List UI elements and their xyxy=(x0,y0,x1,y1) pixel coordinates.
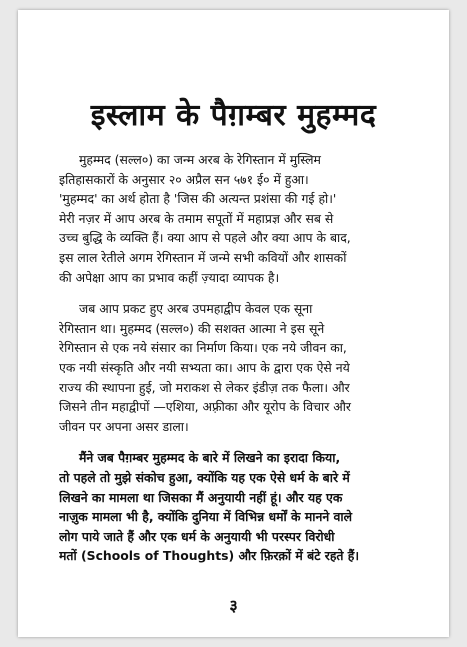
paragraph-2 xyxy=(59,299,409,436)
text-line: एक नयी संस्कृति और नयी सभ्यता का। आप के द्वारा एक ऐसे नये xyxy=(59,359,350,375)
text-line: उच्च बुद्धि के व्यक्ति हैं। क्या आप से पहले और क्या आप के बाद, xyxy=(59,230,351,246)
text-line: मेरी नज़र में आप अरब के तमाम सपूतों में महाप्रज्ञ और सब से xyxy=(59,210,334,226)
text-line: इतिहासकारों के अनुसार २० अप्रैल सन ५७१ ई० में हुआ। xyxy=(59,171,309,187)
text-line: जिसने तीन महाद्वीपों —एशिया, अफ़्रीका और यूरोप के विचार और xyxy=(59,399,351,415)
paragraph-1 xyxy=(59,150,409,287)
text-line: मैंने जब पैग़म्बर मुहम्मद के बारे में लिखने का इरादा किया, xyxy=(79,450,341,466)
text-line: जीवन पर अपना असर डाला। xyxy=(59,418,189,434)
book-page xyxy=(18,10,449,637)
text-line: राज्य की स्थापना हुई, जो मराकश से लेकर इंडीज़ तक फैला। और xyxy=(59,379,350,395)
text-line: मतों (Schools of Thoughts) और फ़िरक़ों में बंटे रहते हैं। xyxy=(59,548,360,564)
text-line: की अपेक्षा आप का प्रभाव कहीं ज़्यादा व्यापक है। xyxy=(59,269,280,285)
text-line: रेगिस्तान था। मुहम्मद (सल्ल०) की सशक्त आत्मा ने इस सूने xyxy=(59,320,325,336)
text-line: लोग पाये जाते हैं और एक धर्म के अनुयायी भी परस्पर विरोधी xyxy=(59,528,335,544)
page-title: इस्लाम के पैग़म्बर मुहम्मद xyxy=(90,98,377,133)
body-text xyxy=(59,150,409,578)
text-line: लिखने का मामला था जिसका मैं अनुयायी नहीं हूं। और यह एक xyxy=(59,489,343,505)
text-line: इस लाल रेतीले अगम रेगिस्तान में जन्मे सभी कवियों और शासकों xyxy=(59,249,347,265)
paragraph-3 xyxy=(59,448,409,566)
page-number: ३ xyxy=(229,596,238,615)
text-line: जब आप प्रकट हुए अरब उपमहाद्वीप केवल एक सूना xyxy=(79,301,313,317)
text-line: 'मुहम्मद' का अर्थ होता है 'जिस की अत्यन्त प्रशंसा की गई हो।' xyxy=(59,191,337,207)
text-line: नाज़ुक मामला भी है, क्योंकि दुनिया में विभिन्न धर्मों के मानने वाले xyxy=(59,509,353,525)
text-line: तो पहले तो मुझे संकोच हुआ, क्योंकि यह एक ऐसे धर्म के बारे में xyxy=(59,469,350,485)
text-line: मुहम्मद (सल्ल०) का जन्म अरब के रेगिस्तान में मुस्लिम xyxy=(79,152,321,167)
text-line: रेगिस्तान से एक नये संसार का निर्माण किया। एक नये जीवन का, xyxy=(59,340,347,356)
